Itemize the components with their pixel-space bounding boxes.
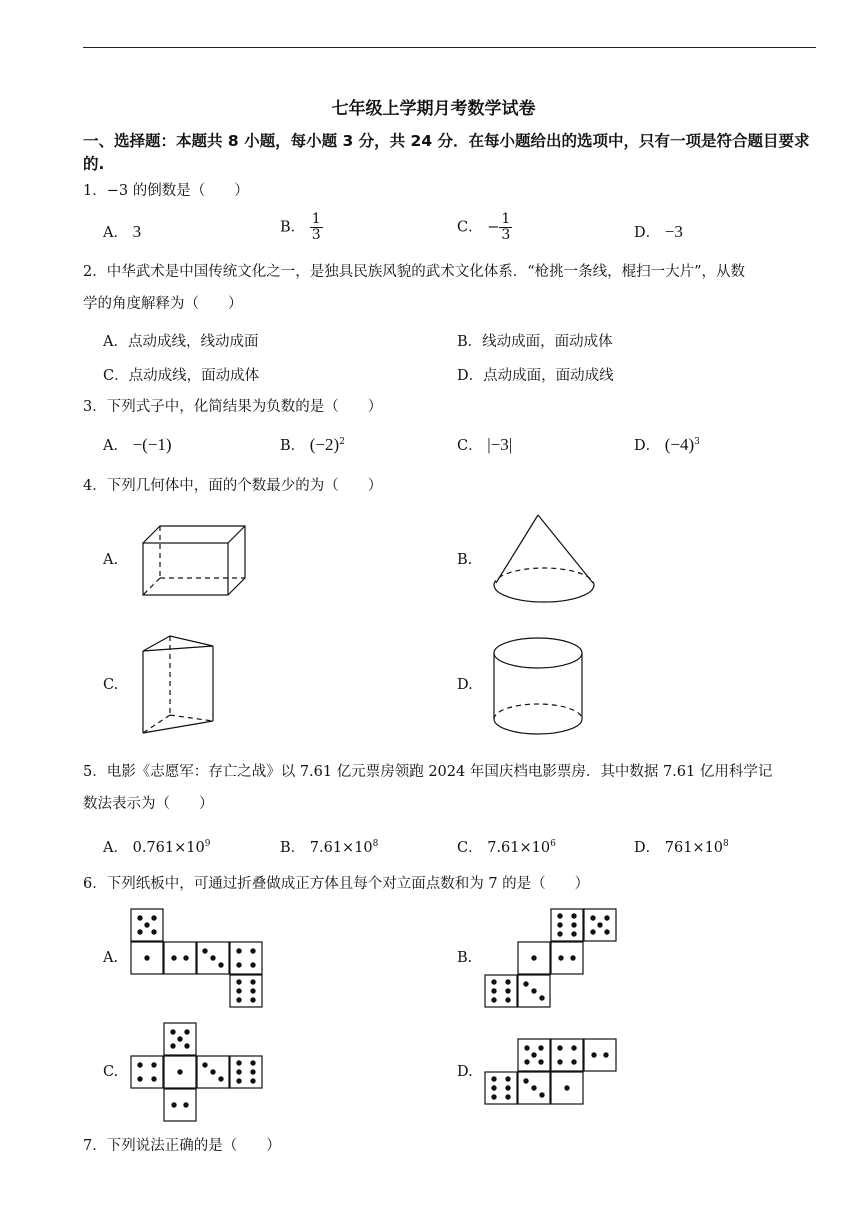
q1-option-d[interactable] xyxy=(634,221,683,242)
q5-option-a[interactable] xyxy=(103,836,210,857)
q3-option-a[interactable] xyxy=(103,434,172,455)
option-label: A． xyxy=(103,225,128,241)
option-label: C． xyxy=(457,219,483,236)
option-value: 761×10 xyxy=(664,840,724,856)
cone-figure xyxy=(492,513,602,608)
dice-net-d xyxy=(484,1038,619,1108)
q6-option-b[interactable]: B. xyxy=(457,950,473,966)
q2-option-d[interactable]: D．点动成面，面动成线 xyxy=(457,368,614,384)
q1-option-c[interactable] xyxy=(457,212,512,243)
question-7-stem: 7．下列说法正确的是（ ） xyxy=(83,1138,281,1154)
question-2-stem-line2: 学的角度解释为（ ） xyxy=(83,296,243,312)
q4-option-b[interactable]: B. xyxy=(457,552,473,568)
numerator: 1 xyxy=(311,211,321,227)
exponent: 8 xyxy=(372,839,379,850)
option-label: B． xyxy=(280,840,306,856)
option-label: A． xyxy=(103,840,128,856)
exponent: 2 xyxy=(339,437,345,448)
denominator: 3 xyxy=(501,227,511,243)
question-6-stem: 6．下列纸板中，可通过折叠做成正方体且每个对立面点数和为 7 的是（ ） xyxy=(83,876,590,892)
exponent: 9 xyxy=(204,839,211,850)
q6-option-a[interactable]: A. xyxy=(103,950,119,966)
option-value: (−4) xyxy=(664,435,695,454)
question-2-stem-line1: 2．中华武术是中国传统文化之一，是独具民族风貌的武术文化体系．“枪挑一条线，棍扫一大片”，从数 xyxy=(83,264,746,280)
q4-option-c[interactable]: C. xyxy=(103,677,119,693)
q1-option-b[interactable] xyxy=(280,212,323,243)
exponent: 6 xyxy=(550,839,556,850)
q6-option-c[interactable]: C. xyxy=(103,1064,119,1080)
numerator: 1 xyxy=(501,211,511,227)
q4-option-a[interactable]: A. xyxy=(103,552,119,568)
q2-option-a[interactable]: A．点动成线，线动成面 xyxy=(103,334,259,350)
fraction xyxy=(310,212,323,243)
denominator: 3 xyxy=(311,227,321,243)
header-rule xyxy=(83,47,816,48)
q5-option-b[interactable] xyxy=(280,836,378,857)
q4-option-d[interactable]: D. xyxy=(457,677,473,693)
option-value: −3 xyxy=(664,222,683,241)
q3-option-c[interactable] xyxy=(457,434,512,455)
dice-net-a xyxy=(130,908,265,1010)
dice-net-b xyxy=(484,908,619,1010)
option-value: −(−1) xyxy=(132,435,172,454)
option-label: D． xyxy=(634,438,661,454)
option-value: 7.61×10 xyxy=(309,840,373,856)
cuboid-figure xyxy=(140,523,250,598)
option-value: (−2) xyxy=(309,435,340,454)
q5-option-c[interactable] xyxy=(457,836,556,857)
question-5-stem-line2: 数法表示为（ ） xyxy=(83,796,214,812)
option-value: 0.761×10 xyxy=(132,840,205,856)
question-5-stem-line1: 5．电影《志愿军：存亡之战》以 7.61 亿元票房领跑 2024 年国庆档电影票房．其中数据 7.61 亿用科学记 xyxy=(83,764,773,780)
option-label: D． xyxy=(634,840,661,856)
question-4-stem: 4．下列几何体中，面的个数最少的为（ ） xyxy=(83,478,383,494)
option-label: B． xyxy=(280,438,306,454)
cylinder-figure xyxy=(492,636,587,741)
exponent: 8 xyxy=(723,839,729,850)
q1-option-a[interactable] xyxy=(103,221,141,242)
q3-option-d[interactable] xyxy=(634,434,700,455)
option-label: A． xyxy=(103,438,128,454)
question-1-stem: 1．−3 的倒数是（ ） xyxy=(83,183,249,199)
page-title: 七年级上学期月考数学试卷 xyxy=(331,99,536,119)
option-value: 3 xyxy=(132,222,142,241)
section-heading: 一、选择题：本题共 8 小题，每小题 3 分，共 24 分．在每小题给出的选项中，只有一项是符合题目要求的. xyxy=(83,132,810,173)
option-label: D． xyxy=(634,225,661,241)
q3-option-b[interactable] xyxy=(280,434,345,455)
option-value: 7.61×10 xyxy=(487,840,551,856)
q6-option-d[interactable]: D. xyxy=(457,1064,473,1080)
option-label: B． xyxy=(280,219,306,236)
option-value: |−3| xyxy=(487,435,513,454)
q5-option-d[interactable] xyxy=(634,836,729,857)
option-label: C． xyxy=(457,840,483,856)
q2-option-b[interactable]: B．线动成面，面动成体 xyxy=(457,334,613,350)
fraction xyxy=(499,212,512,243)
dice-net-c xyxy=(130,1022,265,1124)
triangular-prism-figure xyxy=(140,633,220,743)
exponent: 3 xyxy=(694,437,700,448)
q2-option-c[interactable]: C．点动成线，面动成体 xyxy=(103,368,260,384)
question-3-stem: 3．下列式子中，化简结果为负数的是（ ） xyxy=(83,399,383,415)
minus-sign: − xyxy=(487,219,500,236)
option-label: C． xyxy=(457,438,483,454)
